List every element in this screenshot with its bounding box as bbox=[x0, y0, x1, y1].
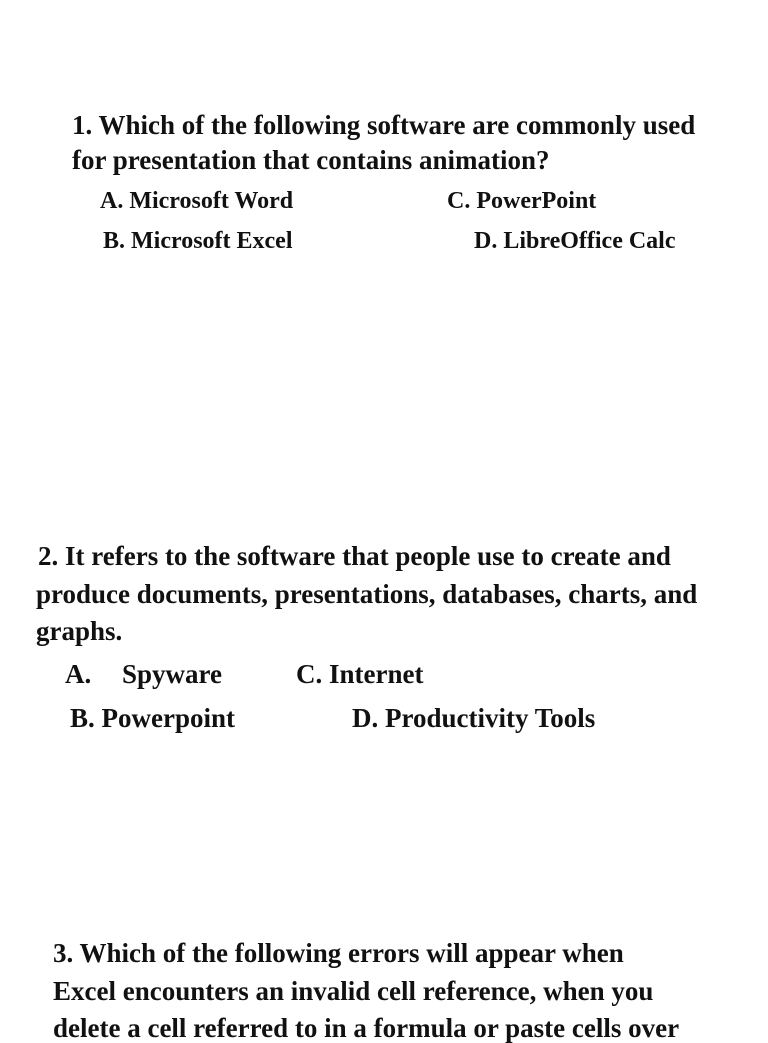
question-2-option-d: D. Productivity Tools bbox=[352, 703, 596, 733]
question-3-text-line-2: Excel encounters an invalid cell reference, when you bbox=[53, 976, 654, 1006]
question-1-text-line-1: 1. Which of the following software are commonly used bbox=[72, 110, 696, 140]
question-2-text-line-2: produce documents, presentations, databases, charts, and bbox=[36, 579, 698, 609]
question-3-text-line-3: delete a cell referred to in a formula or paste cells over bbox=[53, 1013, 680, 1043]
question-2-option-a-text: Spyware bbox=[122, 659, 223, 689]
question-1-option-c: C. PowerPoint bbox=[447, 188, 597, 214]
question-1-option-d: D. LibreOffice Calc bbox=[474, 228, 676, 254]
question-2-text-line-1: 2. It refers to the software that people use to create and bbox=[38, 541, 671, 571]
question-1-option-b: B. Microsoft Excel bbox=[103, 228, 293, 254]
question-1-text-line-2: for presentation that contains animation? bbox=[72, 145, 550, 175]
question-2-option-c: C. Internet bbox=[296, 659, 424, 689]
question-1-option-a: A. Microsoft Word bbox=[100, 188, 294, 214]
question-2-text-line-3: graphs. bbox=[36, 616, 123, 646]
question-2-option-b: B. Powerpoint bbox=[70, 703, 235, 733]
question-2-option-a-letter: A. bbox=[65, 659, 92, 689]
question-3-text-line-1: 3. Which of the following errors will appear when bbox=[53, 938, 624, 968]
